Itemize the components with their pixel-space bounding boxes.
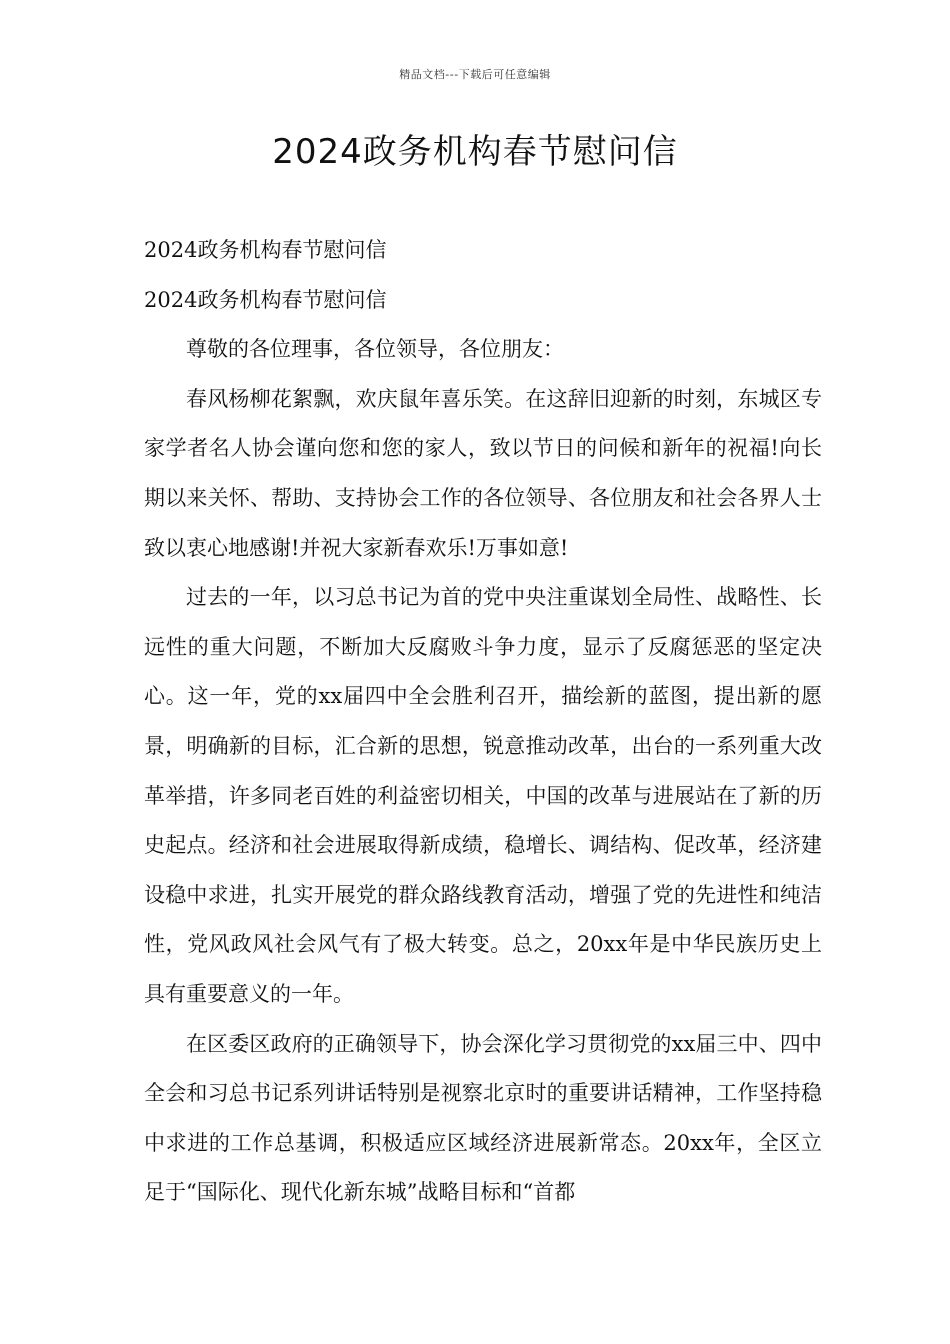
header-note: 精品文档---下载后可任意编辑 [399, 68, 551, 81]
document-title: 2024政务机构春节慰问信 [272, 132, 678, 172]
subtitle-line: 2024政务机构春节慰问信 [144, 238, 387, 262]
document-body [144, 226, 822, 1218]
body-paragraph: 春风杨柳花絮飘，欢庆鼠年喜乐笑。在这辞旧迎新的时刻，东城区专家学者名人协会谨向您和您的家人，致以节日的问候和新年的祝福!向长期以来关怀、帮助、支持协会工作的各位领导、各位朋友和社会各界人士致以衷心地感谢!并祝大家新春欢乐!万事如意! [144, 386, 822, 560]
body-paragraph: 过去的一年，以习总书记为首的党中央注重谋划全局性、战略性、长远性的重大问题，不断加大反腐败斗争力度，显示了反腐惩恶的坚定决心。这一年，党的xx届四中全会胜利召开，描绘新的蓝图，提出新的愿景，明确新的目标，汇合新的思想，锐意推动改革，出台的一系列重大改革举措，许多同老百姓的利益密切相关，中国的改革与进展站在了新的历史起点。经济和社会进展取得新成绩，稳增长、调结构、促改革，经济建设稳中求进，扎实开展党的群众路线教育活动，增强了党的先进性和纯洁性，党风政风社会风气有了极大转变。总之，20xx年是中华民族历史上具有重要意义的一年。 [144, 585, 822, 1006]
salutation: 尊敬的各位理事，各位领导，各位朋友： [186, 337, 564, 362]
subtitle-line: 2024政务机构春节慰问信 [144, 287, 387, 312]
body-paragraph: 在区委区政府的正确领导下，协会深化学习贯彻党的xx届三中、四中全会和习总书记系列讲话特别是视察北京时的重要讲话精神，工作坚持稳中求进的工作总基调，积极适应区域经济进展新常态。20xx年，全区立足于“国际化、现代化新东城”战略目标和“首都 [144, 1031, 822, 1205]
